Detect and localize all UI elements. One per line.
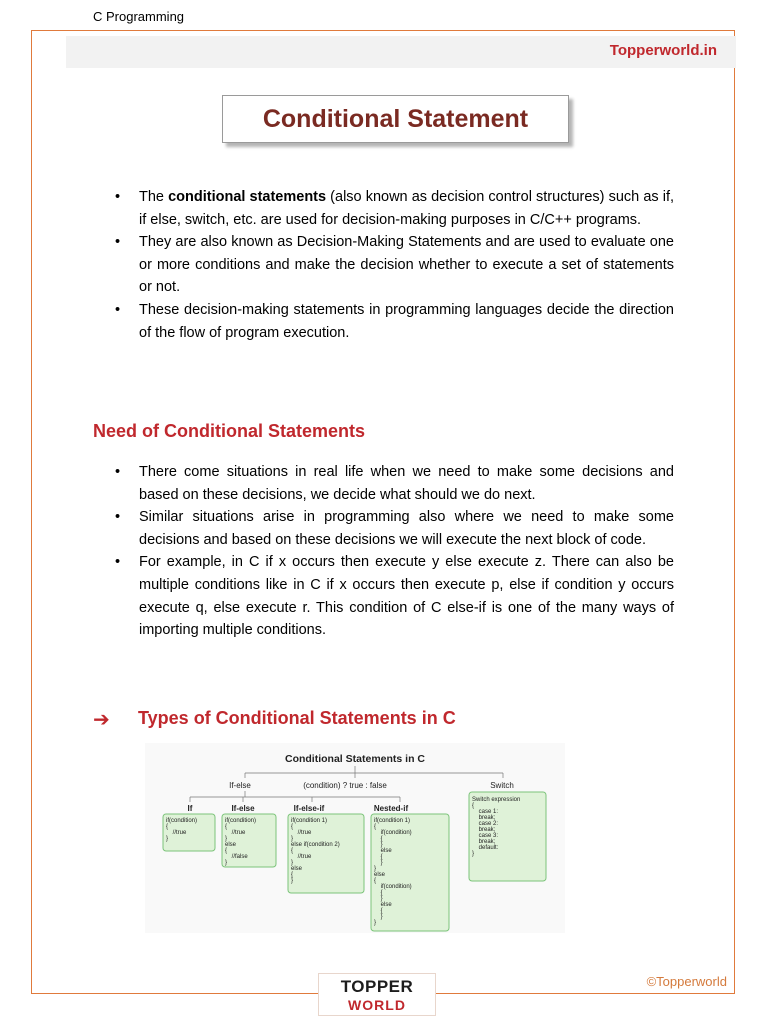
page-title: Conditional Statement: [262, 104, 529, 133]
code-line: }: [166, 836, 169, 842]
code-line: if(condition 1): [291, 818, 328, 824]
list-item: • These decision-making statements in programming languages decide the direction of the flow of program execution.: [115, 299, 674, 344]
types-heading: Types of Conditional Statements in C: [138, 708, 456, 728]
copyright: ©Topperworld: [646, 974, 727, 989]
code-line: //true: [291, 830, 312, 836]
list-item: • The conditional statements (also known as decision control structures) such as if, if else, switch, etc. are used for decision-making purposes in C/C++ programs.: [115, 186, 674, 231]
code-line: }: [225, 860, 228, 866]
topperworld-logo: [318, 973, 436, 1016]
code-line: case 1:: [472, 809, 499, 815]
branch-if-else: If-else: [231, 804, 255, 813]
code-line: {: [472, 803, 475, 809]
bold-term: conditional statements: [168, 189, 327, 205]
header-bar: [66, 36, 736, 68]
code-line: {: [374, 878, 377, 884]
code-line: //true: [291, 854, 312, 860]
list-item: • There come situations in real life when we need to make some decisions and based on these decisions, we decide what should we do next.: [115, 461, 674, 506]
conditional-diagram: [145, 743, 565, 933]
code-line: }: [291, 860, 294, 866]
code-line: //false: [225, 854, 248, 860]
code-line: }: [374, 842, 383, 848]
code-line: }: [291, 836, 294, 842]
code-line: }: [374, 896, 383, 902]
code-line: {: [374, 824, 377, 830]
code-line: //true: [166, 830, 187, 836]
code-line: {: [291, 824, 294, 830]
intro-list: [115, 186, 674, 344]
code-line: }: [374, 860, 383, 866]
code-line: else: [374, 902, 392, 908]
code-line: }: [374, 914, 383, 920]
branch-switch: Switch: [490, 781, 514, 790]
code-line: else: [291, 866, 303, 872]
code-line: }: [374, 920, 377, 926]
code-line: {: [374, 890, 383, 896]
code-line: else: [225, 842, 237, 848]
list-item: • They are also known as Decision-Making Statements and are used to evaluate one or more conditions and make the decision whether to execute a set of statements or not.: [115, 231, 674, 299]
code-line: }: [472, 851, 475, 857]
code-line: else: [374, 848, 392, 854]
code-line: {: [374, 854, 383, 860]
code-line: if(condition): [374, 830, 412, 836]
logo-line2: WORLD: [348, 997, 406, 1013]
page-title-box: [222, 95, 569, 143]
branch-if: If: [187, 804, 193, 813]
branch-ternary: (condition) ? true : false: [303, 781, 387, 790]
code-line: else: [374, 872, 386, 878]
code-line: //true: [225, 830, 246, 836]
code-line: Switch expression: [472, 797, 521, 803]
code-line: }: [374, 866, 377, 872]
need-heading: Need of Conditional Statements: [93, 421, 366, 441]
branch-ifelse: If-else: [229, 781, 251, 790]
code-line: }: [291, 878, 294, 884]
code-line: case 2:: [472, 821, 499, 827]
arrow-icon: ➔: [93, 709, 110, 731]
code-line: if(condition): [225, 818, 257, 824]
code-line: case 3:: [472, 833, 499, 839]
code-line: default:: [472, 845, 499, 851]
need-list: [115, 461, 674, 642]
code-line: else if(condition 2): [291, 842, 340, 848]
code-line: {: [374, 836, 383, 842]
code-line: if(condition 1): [374, 818, 411, 824]
code-line: if(condition): [166, 818, 198, 824]
code-line: {: [291, 848, 294, 854]
diagram-title: Conditional Statements in C: [284, 753, 426, 765]
code-line: break;: [472, 827, 496, 833]
site-link[interactable]: Topperworld.in: [609, 42, 717, 59]
code-line: {: [374, 908, 383, 914]
code-line: }: [225, 836, 228, 842]
top-label: C Programming: [93, 9, 185, 24]
code-line: break;: [472, 815, 496, 821]
code-line: {: [225, 824, 228, 830]
branch-nested-if: Nested-if: [373, 804, 409, 813]
code-line: {: [225, 848, 228, 854]
branch-if-else-if: If-else-if: [293, 804, 325, 813]
code-line: break;: [472, 839, 496, 845]
list-item: • Similar situations arise in programming also where we need to make some decisions and based on these decisions we will execute the next block of code.: [115, 506, 674, 551]
list-item: • For example, in C if x occurs then execute y else execute z. There can also be multiple conditions like in C if x occurs then execute p, else if condition y occurs execute q, else execute r. This condition of C else-if is one of the many ways of importing multiple conditions.: [115, 551, 674, 641]
code-line: {: [291, 872, 294, 878]
code-line: {: [166, 824, 169, 830]
logo-line1: TOPPER: [340, 977, 414, 996]
code-line: if(condition): [374, 884, 412, 890]
